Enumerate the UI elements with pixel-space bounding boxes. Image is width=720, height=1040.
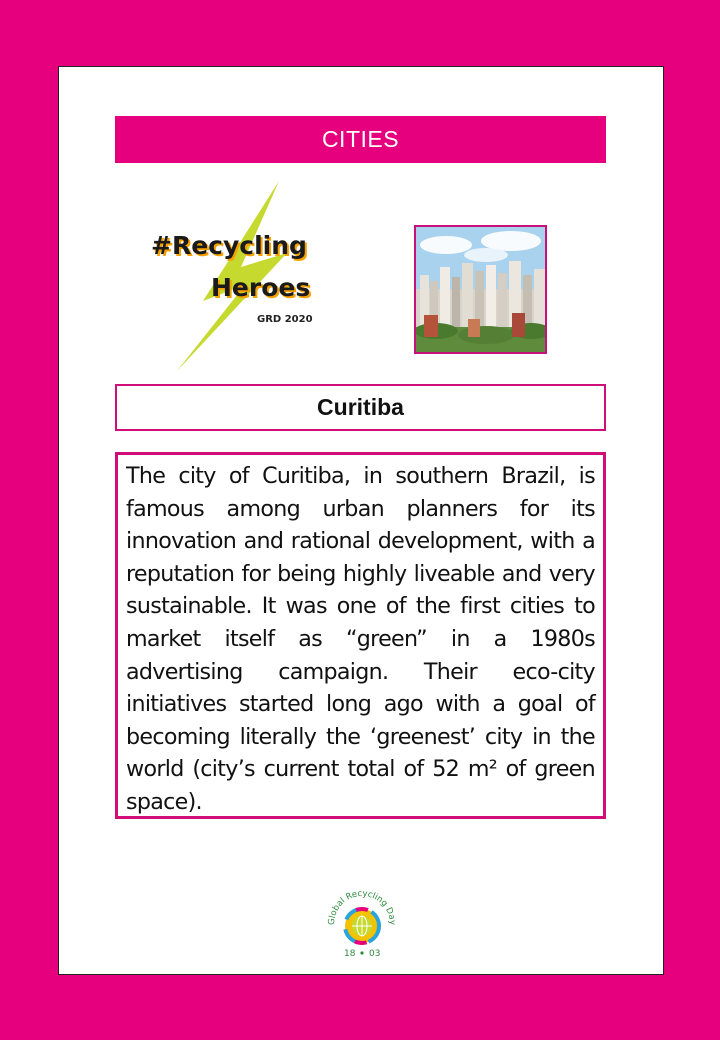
city-photo <box>414 225 547 354</box>
category-header: CITIES <box>115 116 606 163</box>
globe-icon <box>324 884 400 960</box>
city-description: The city of Curitiba, in southern Brazil, is famous among urban planners for its innovation and rational development, with a reputation for being highly liveable and very sustainable. It was one of the first cities to market itself as “green” in a 1980s advertising campaign. Their eco-city initiatives started long ago with a goal of becoming literally the ‘greenest’ city in the world (city’s current total of 52 m² of green space). <box>115 452 606 819</box>
city-skyline-image <box>416 227 545 352</box>
city-name: Curitiba <box>115 384 606 431</box>
logo-line-2: Heroes <box>211 273 311 302</box>
recycling-heroes-logo <box>137 181 337 371</box>
date-right: 03 <box>369 949 381 959</box>
arc-text: Global Recycling Day <box>326 888 398 926</box>
logo-tag: GRD 2020 <box>257 314 313 325</box>
date-left: 18 <box>344 949 356 959</box>
global-recycling-day-logo <box>324 884 400 960</box>
logo-line-1: #Recycling <box>151 231 307 260</box>
recycling-hero-card <box>58 66 664 975</box>
